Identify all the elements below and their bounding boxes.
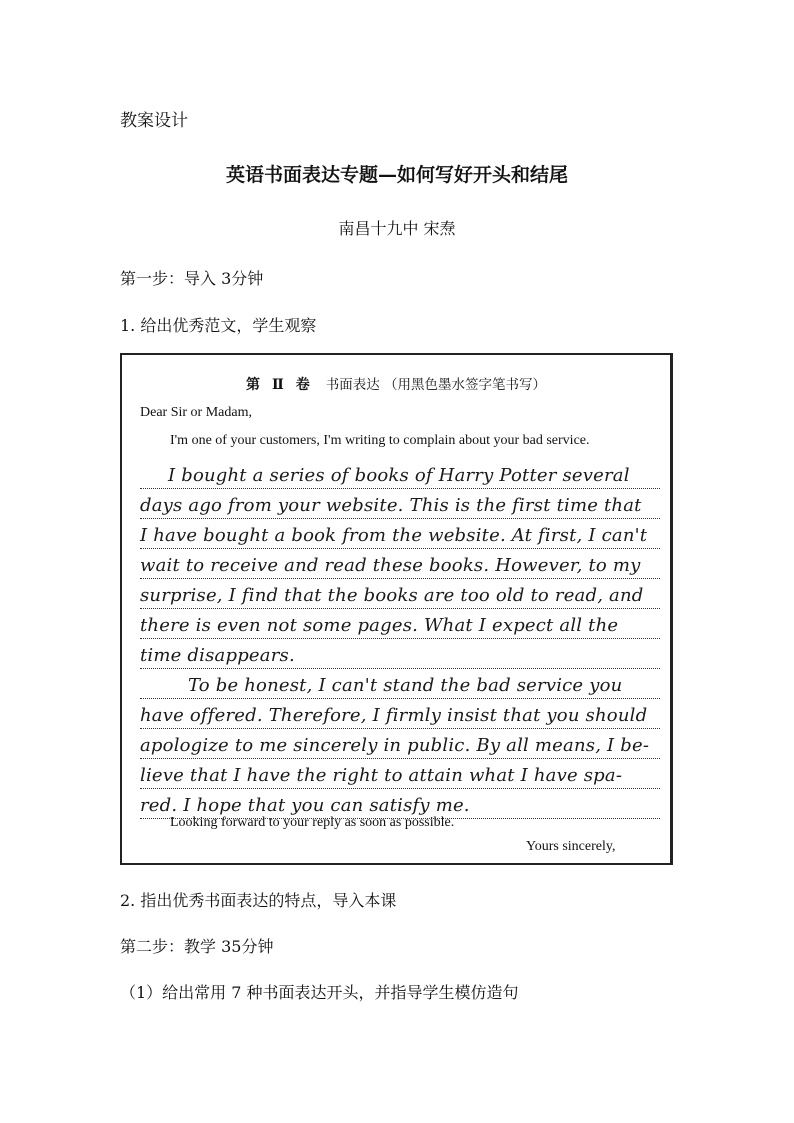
handwritten-text: surprise, I find that the books are too old to read, and [140,585,644,606]
handwritten-text: I bought a series of books of Harry Potter several [168,465,630,486]
step-two-item-1: （1）给出常用 7 种书面表达开头，并指导学生模仿造句 [120,983,519,1002]
letter-salutation: Dear Sir or Madam, [140,405,252,420]
handwritten-line [140,609,660,639]
handwritten-text: have offered. Therefore, I firmly insist that you should [140,705,648,726]
handwritten-line [140,699,660,729]
letter-closing: Looking forward to your reply as soon as possible. [170,815,455,830]
handwritten-text: time disappears. [140,645,295,666]
step-one-heading: 第一步：导入 3分钟 [120,269,264,288]
handwritten-line [140,489,660,519]
handwritten-text: apologize to me sincerely in public. By all means, I be- [140,735,650,756]
handwritten-text: To be honest, I can't stand the bad service you [188,675,623,696]
step-one-item-1: 1. 给出优秀范文，学生观察 [120,316,317,335]
handwritten-text: I have bought a book from the website. At first, I can't [140,525,648,546]
handwritten-line [140,639,660,669]
page-title: 英语书面表达专题—如何写好开头和结尾 [225,164,568,186]
document-label: 教案设计 [120,111,188,131]
handwritten-text: wait to receive and read these books. However, to my [140,555,641,576]
handwritten-line [140,519,660,549]
header-roman: Ⅱ [271,377,284,393]
handwritten-line [140,579,660,609]
handwritten-line [140,459,660,489]
handwritten-line [140,729,660,759]
answer-sheet-header [122,373,670,394]
header-subtitle: 书面表达 （用黑色墨水签字笔书写） [325,377,547,393]
handwritten-text: lieve that I have the right to attain what I have spa- [140,765,623,786]
handwritten-line [140,759,660,789]
step-one-item-2: 2. 指出优秀书面表达的特点，导入本课 [120,891,397,910]
sample-essay-scan [120,353,673,865]
handwritten-line [140,549,660,579]
header-volume: 卷 [295,377,310,393]
step-two-heading: 第二步：教学 35分钟 [120,937,274,956]
handwritten-text: red. I hope that you can satisfy me. [140,795,470,816]
author-line: 南昌十九中 宋焘 [338,219,456,238]
handwritten-text: there is even not some pages. What I expect all the [140,615,619,636]
header-part: 第 [245,377,260,393]
letter-opening: I'm one of your customers, I'm writing to complain about your bad service. [170,433,590,448]
handwritten-text: days ago from your website. This is the first time that [140,495,642,516]
letter-signoff: Yours sincerely, [526,839,616,854]
handwritten-line [140,669,660,699]
